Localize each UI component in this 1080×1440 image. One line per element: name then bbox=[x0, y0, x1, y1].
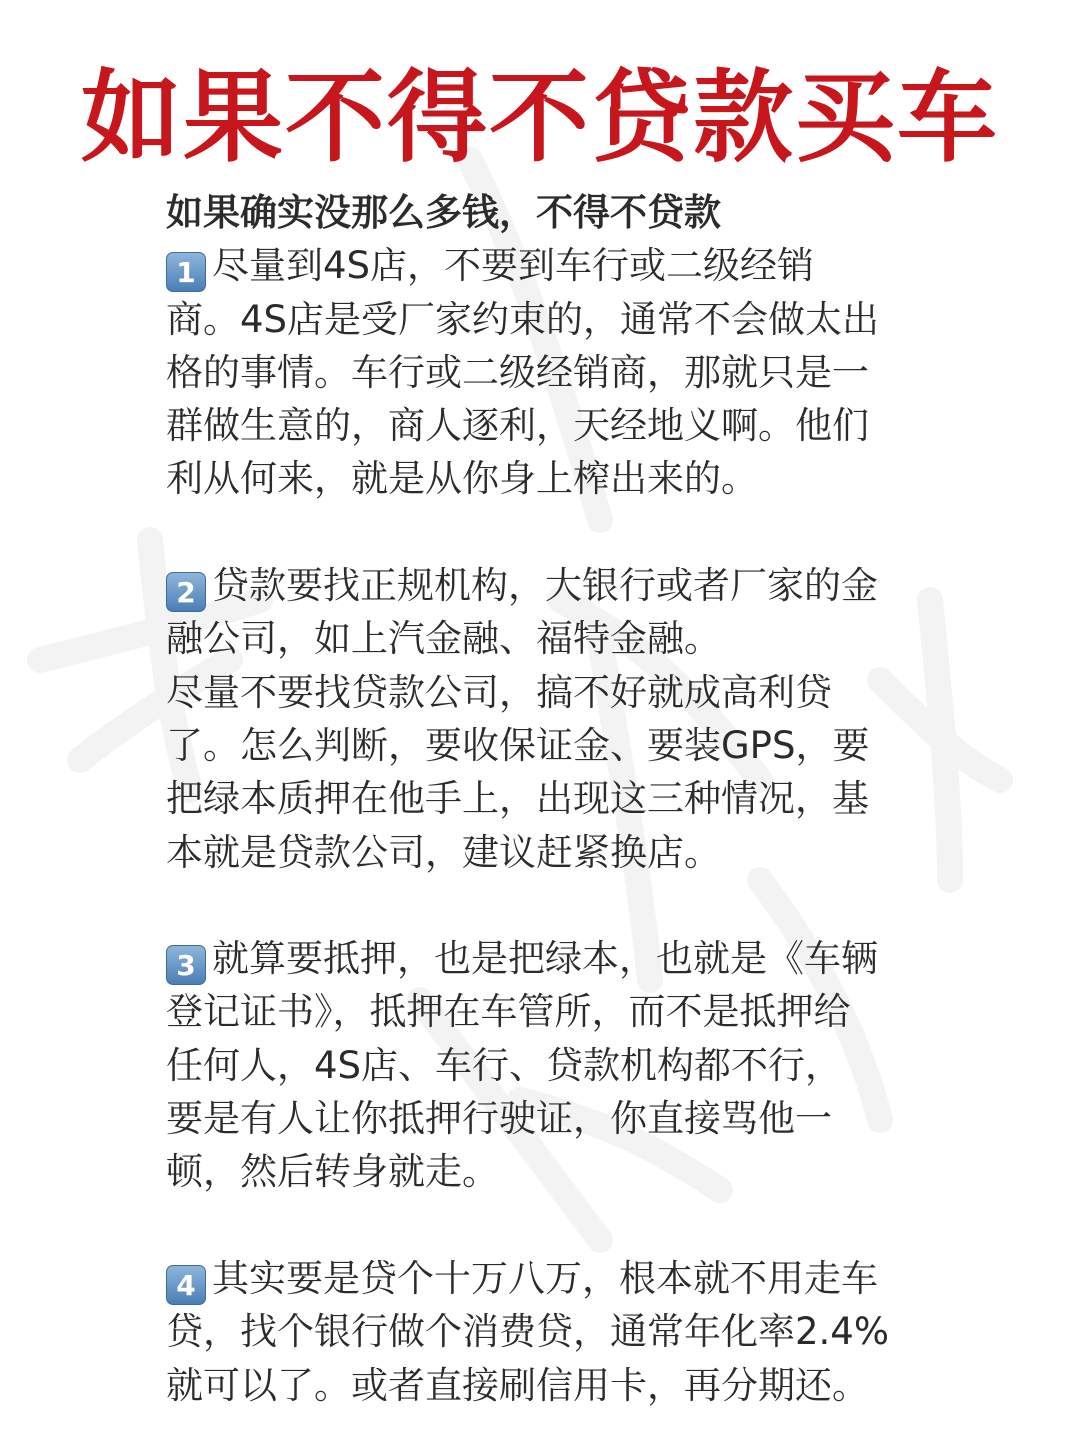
tip-line: 3 就算要抵押，也是把绿本，也就是《车辆 bbox=[166, 932, 916, 985]
keycap-number-3-icon: 3 bbox=[166, 945, 206, 985]
tip-section-4 bbox=[166, 1252, 916, 1412]
intro-heading: 如果确实没那么多钱，不得不贷款 bbox=[166, 191, 721, 234]
section-spacer bbox=[166, 1199, 916, 1252]
tip-line: 本就是贷款公司，建议赶紧换店。 bbox=[166, 830, 721, 874]
keycap-number-1-icon: 1 bbox=[166, 252, 206, 292]
tip-line: 要是有人让你抵押行驶证，你直接骂他一 bbox=[166, 1097, 832, 1141]
keycap-number-4-icon: 4 bbox=[166, 1265, 206, 1305]
tip-line: 利从何来，就是从你身上榨出来的。 bbox=[166, 457, 758, 501]
tip-line: 尽量不要找贷款公司，搞不好就成高利贷 bbox=[166, 670, 832, 714]
tip-line: 群做生意的，商人逐利，天经地义啊。他们 bbox=[166, 404, 869, 448]
tip-line: 把绿本质押在他手上，出现这三种情况，基 bbox=[166, 777, 869, 821]
tip-line: 商。4S店是受厂家约束的，通常不会做太出 bbox=[166, 297, 880, 341]
tip-line: 贷，找个银行做个消费贷，通常年化率2.4% bbox=[166, 1310, 889, 1354]
section-spacer bbox=[166, 879, 916, 932]
tip-section-3 bbox=[166, 932, 916, 1198]
tip-line: 就可以了。或者直接刷信用卡，再分期还。 bbox=[166, 1363, 869, 1407]
tip-line: 1 尽量到4S店，不要到车行或二级经销 bbox=[166, 239, 916, 292]
tip-line: 2 贷款要找正规机构，大银行或者厂家的金 bbox=[166, 559, 916, 612]
tip-line: 融公司，如上汽金融、福特金融。 bbox=[166, 617, 721, 661]
tip-line: 了。怎么判断，要收保证金、要装GPS，要 bbox=[166, 723, 870, 767]
tip-line: 任何人，4S店、车行、贷款机构都不行， bbox=[166, 1043, 843, 1087]
tip-line: 顿，然后转身就走。 bbox=[166, 1150, 499, 1194]
tip-line: 格的事情。车行或二级经销商，那就只是一 bbox=[166, 350, 869, 394]
keycap-number-2-icon: 2 bbox=[166, 572, 206, 612]
tip-section-1 bbox=[166, 239, 916, 505]
tip-section-2 bbox=[166, 559, 916, 879]
tip-line: 登记证书》，抵押在车管所，而不是抵押给 bbox=[166, 990, 851, 1034]
article-body bbox=[166, 186, 916, 1412]
section-spacer bbox=[166, 506, 916, 559]
tip-line: 4 其实要是贷个十万八万，根本就不用走车 bbox=[166, 1252, 916, 1305]
page-title: 如果不得不贷款买车 bbox=[81, 59, 999, 176]
